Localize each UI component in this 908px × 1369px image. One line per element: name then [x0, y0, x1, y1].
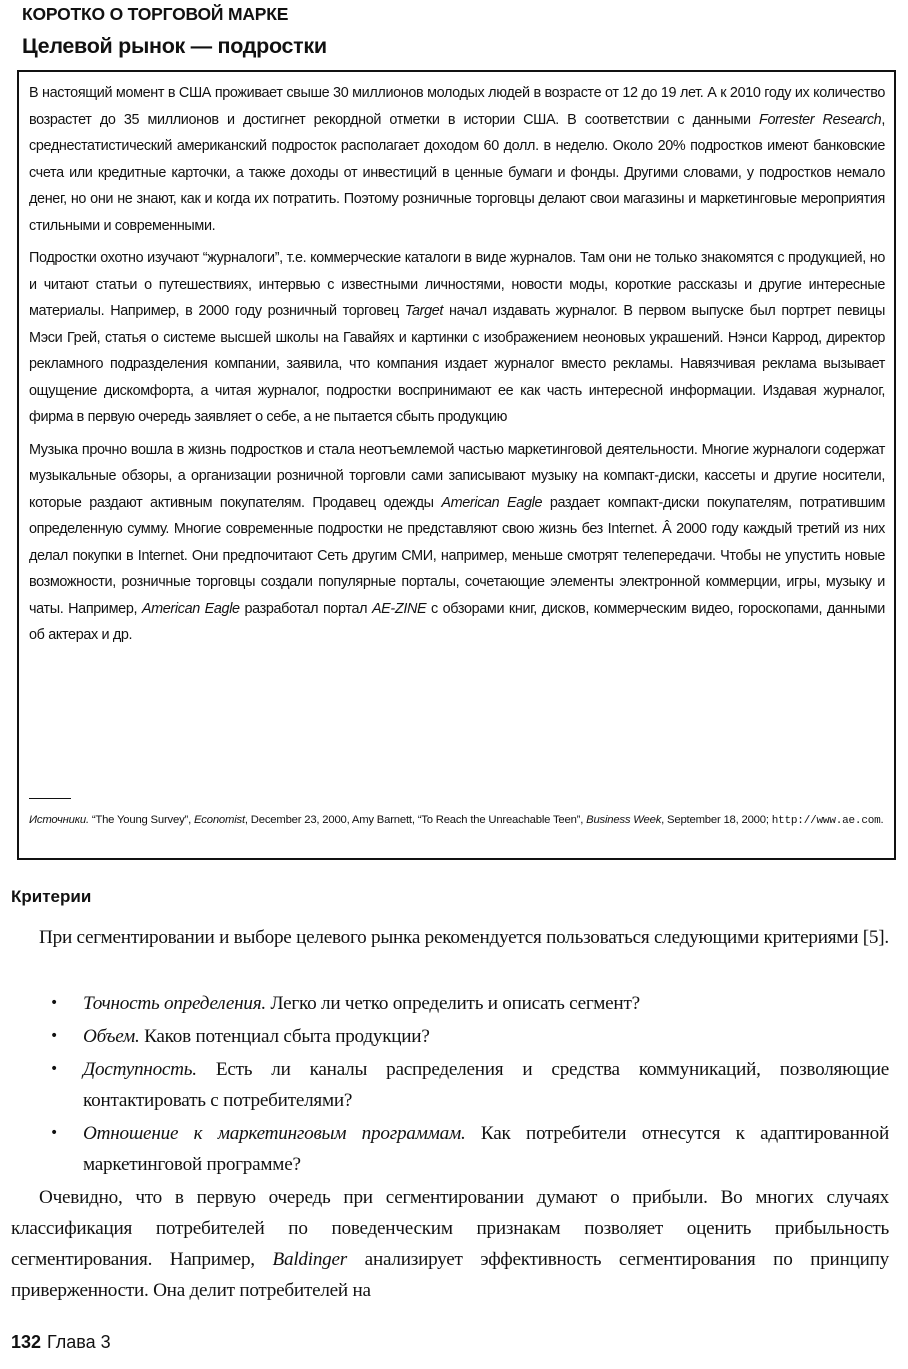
list-item: [11, 1021, 889, 1052]
text-run: с обзорами книг, дисков, коммерческим видео, гороскопами, данными об актерах и др.: [29, 600, 885, 643]
text-run: анализирует эффективность сегментирования по принципу приверженности. Она делит потребителей на: [11, 1249, 889, 1301]
emphasis-text: Источники.: [29, 814, 89, 826]
text-run: В настоящий момент в США проживает свыше 30 миллионов молодых людей в возрасте от 12 до 19 лет. А к 2010 году их количество возрастет до 35 миллионов и достигнет рекордной отметки в истории США. В соответствии с данными: [29, 85, 885, 128]
bullet-icon: •: [50, 1028, 59, 1044]
text-run: раздает компакт-диски покупателям, потратившим определенную сумму. Многие современные подростки не представляют свою жизнь без Internet. Â 2000 году каждый третий из них делал покупки в Internet. Они предпочитают Сеть другим СМИ, например, меньше смотрят телепередачи. Чтобы не упустить новые возможности, розничные торговцы создали популярные порталы, сочетающие элементы электронной коммерции, игры, музыку и чаты. Например,: [29, 494, 886, 617]
box-paragraph-1: [29, 80, 885, 239]
sidebar-box: [17, 70, 896, 860]
list-item-term: Точность определения.: [83, 993, 266, 1014]
emphasis-text: Business Week: [586, 814, 662, 826]
criteria-intro: При сегментировании и выборе целевого рынка рекомендуется пользоваться следующими критериями [5].: [39, 927, 889, 948]
section-heading-criteria: Критерии: [11, 887, 92, 906]
list-item-text: Легко ли четко определить и описать сегмент?: [265, 993, 640, 1014]
text-run: Очевидно, что в первую очередь при сегментировании думают о прибыли. Во многих случаях классификация потребителей по поведенческим признакам позволяет оценить прибыльность сегментирования. Например,: [11, 1187, 889, 1270]
text-run: “The Young Survey”,: [88, 814, 194, 826]
list-item: [11, 1054, 889, 1116]
list-item-term: Отношение к маркетинговым программам.: [83, 1123, 466, 1144]
list-item-term: Доступность.: [83, 1059, 197, 1080]
bullet-icon: •: [50, 1061, 59, 1077]
chapter-label: Глава 3: [47, 1332, 111, 1352]
list-item-text: Как потребители отнесутся к адаптированной маркетинговой программе?: [83, 1123, 889, 1175]
box-kicker: КОРОТКО О ТОРГОВОЙ МАРКЕ: [22, 4, 289, 24]
closing-paragraph: [11, 1182, 889, 1306]
emphasis-text: Forrester Research: [759, 111, 882, 128]
emphasis-text: Baldinger: [272, 1249, 348, 1270]
emphasis-text: Economist: [193, 814, 245, 826]
emphasis-text: American Eagle: [441, 494, 543, 511]
emphasis-text: American Eagle: [141, 600, 240, 617]
box-content: [29, 80, 885, 655]
page-footer: [11, 1332, 111, 1353]
text-run: , September 18, 2000;: [661, 814, 772, 826]
page-number: 132: [11, 1332, 42, 1352]
text-run: Подростки охотно изучают “журналоги”, т.е. коммерческие каталоги в виде журналов. Там они не только знакомятся с продукцией, но и читают статьи о путешествиях, интервью с известными личностями, новости моды, короткие рассказы и другие интересные материалы. Например, в 2000 году розничный торговец: [29, 250, 885, 319]
list-item: [11, 1118, 889, 1180]
list-item-text: Каков потенциал сбыта продукции?: [139, 1026, 430, 1047]
list-item-text: Есть ли каналы распределения и средства коммуникаций, позволяющие контактировать с потребителями?: [83, 1059, 889, 1111]
list-item: [11, 988, 889, 1019]
text-run: .: [880, 814, 884, 826]
text-run: , среднестатистический американский подросток располагает доходом 60 долл. в неделю. Около 20% подростков имеют банковские счета или кредитные карточки, а также доходы от инвестиций в ценные бумаги и фонды. Другими словами, у подростков немало денег, но они не знают, как и когда их потратить. Поэтому розничные торговцы делают свои магазины и маркетинговые мероприятия стильными и современными.: [29, 111, 885, 234]
text-run: , December 23, 2000, Amy Barnett, “To Reach the Unreachable Teen”,: [244, 814, 587, 826]
box-title: Целевой рынок — подростки: [22, 34, 327, 58]
bullet-icon: •: [50, 1125, 59, 1141]
url-text: http://www.ae.com: [771, 815, 881, 827]
criteria-list: [11, 988, 889, 1182]
bullet-icon: •: [50, 995, 59, 1011]
text-run: разработал портал: [239, 600, 372, 617]
emphasis-text: Target: [404, 303, 444, 319]
sources-note: [29, 810, 885, 831]
emphasis-text: AE-ZINE: [371, 600, 427, 617]
box-paragraph-2: [29, 245, 885, 431]
list-item-term: Объем.: [83, 1026, 140, 1047]
sources-divider: [29, 798, 71, 799]
box-paragraph-3: [29, 437, 885, 649]
text-run: начал издавать журналог. В первом выпуске был портрет певицы Мэси Грей, статья о системе высшей школы на Гавайях и картинки с изображением неоновых украшений. Нэнси Каррод, директор рекламного подразделения компании, заявила, что компания издает журналог вместо рекламы. Навязчивая реклама вызывает ощущение дискомфорта, а читая журналог, подростки воспринимают ее как часть интересной информации. Издавая журналог, фирма в первую очередь заявляет о себе, а не пытается сбыть продукцию: [29, 303, 885, 425]
text-run: Музыка прочно вошла в жизнь подростков и стала неотъемлемой частью маркетинговой деятельности. Многие журналоги содержат музыкальные обзоры, а организации розничной торговли сами записывают музыку на компакт-диски, кассеты и другие носители, которые раздают активным покупателям. Продавец одежды: [29, 441, 885, 511]
